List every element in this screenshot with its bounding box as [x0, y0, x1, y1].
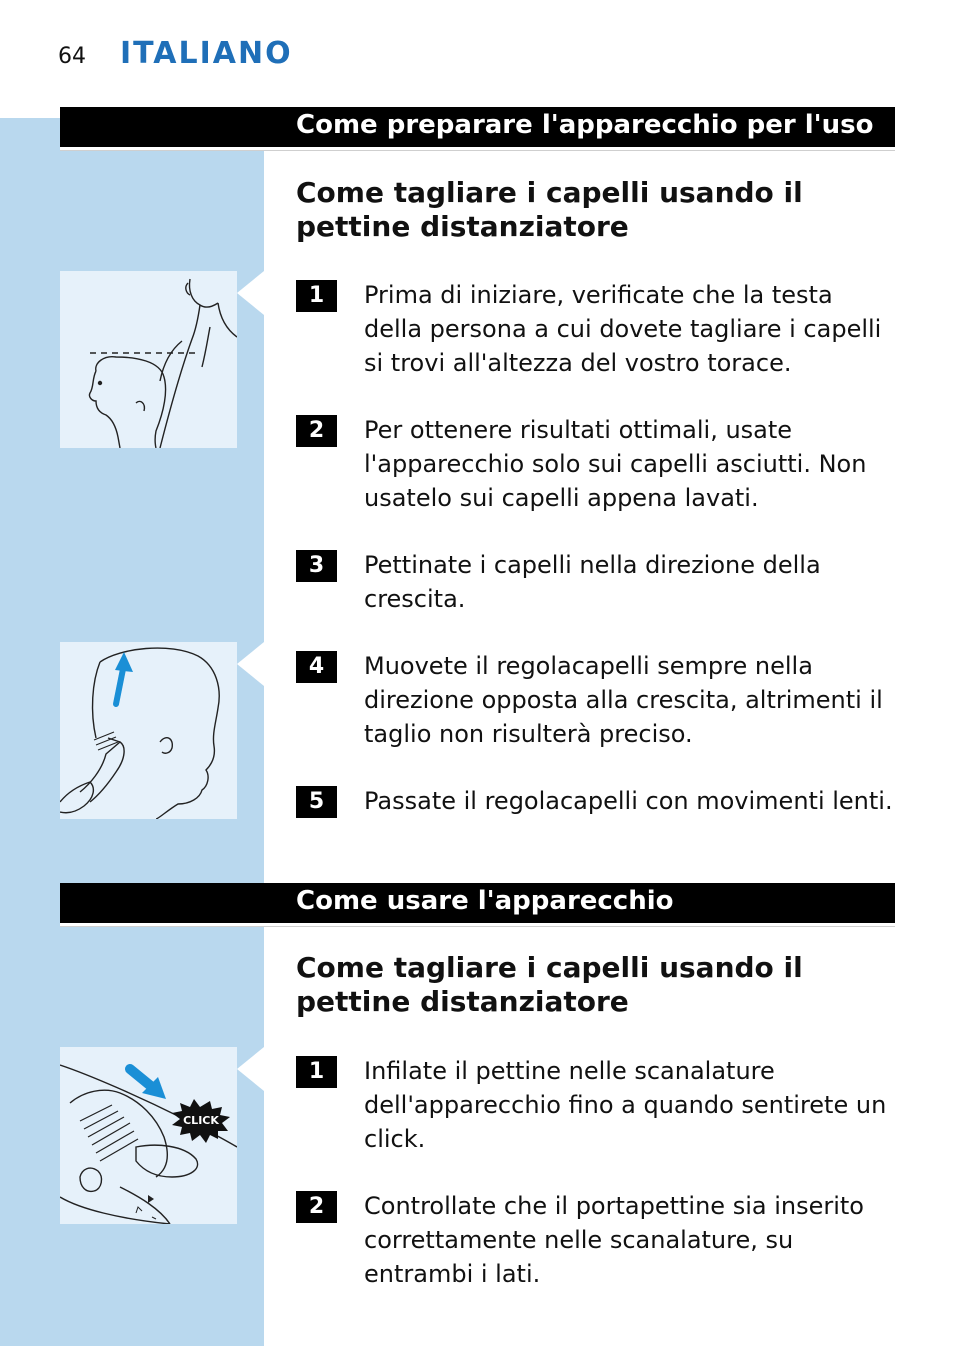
click-label: CLICK [183, 1114, 219, 1127]
section-bar-use [60, 883, 895, 923]
language-title: ITALIANO [120, 36, 293, 71]
section-title: Come preparare l'apparecchio per l'uso [296, 110, 874, 140]
step-number: 5 [296, 786, 337, 818]
figure-pointer [237, 642, 264, 686]
figure-pointer [237, 271, 264, 315]
section-heading: Come tagliare i capelli usando il pettine distanziatore [296, 951, 803, 1018]
head-height-illustration [60, 271, 237, 448]
arrow-up-icon [115, 652, 133, 672]
step-number: 1 [296, 280, 337, 312]
figure-pointer [237, 1047, 264, 1091]
page-number: 64 [58, 44, 86, 69]
step-number: 1 [296, 1056, 337, 1088]
figure-head-height [60, 271, 237, 448]
step-number: 2 [296, 1191, 337, 1223]
arrow-right-icon [130, 1069, 166, 1099]
figure-comb-attach [60, 1047, 237, 1224]
section-heading: Come tagliare i capelli usando il pettine distanziatore [296, 176, 803, 243]
step-number: 2 [296, 415, 337, 447]
step-text: Per ottenere risultati ottimali, usate l'apparecchio solo sui capelli asciutti. Non usatelo sui capelli appena lavati. [364, 416, 867, 512]
comb-attach-illustration [60, 1047, 237, 1224]
step-text: Pettinate i capelli nella direzione della crescita. [364, 551, 821, 613]
trim-direction-illustration [60, 642, 237, 819]
step-text: Controllate che il portapettine sia inserito correttamente nelle scanalature, su entrambi i lati. [364, 1192, 864, 1288]
step-number: 3 [296, 550, 337, 582]
figure-trim-direction [60, 642, 237, 819]
section-bar-prepare [60, 107, 895, 147]
section-title: Come usare l'apparecchio [296, 886, 674, 916]
step-text: Infilate il pettine nelle scanalature dell'apparecchio fino a quando sentirete un click. [364, 1057, 887, 1153]
step-text: Muovete il regolacapelli sempre nella direzione opposta alla crescita, altrimenti il taglio non risulterà preciso. [364, 652, 883, 748]
step-number: 4 [296, 651, 337, 683]
step-text: Passate il regolacapelli con movimenti lenti. [364, 787, 893, 815]
step-text: Prima di iniziare, verificate che la testa della persona a cui dovete tagliare i capelli si trovi all'altezza del vostro torace. [364, 281, 882, 377]
